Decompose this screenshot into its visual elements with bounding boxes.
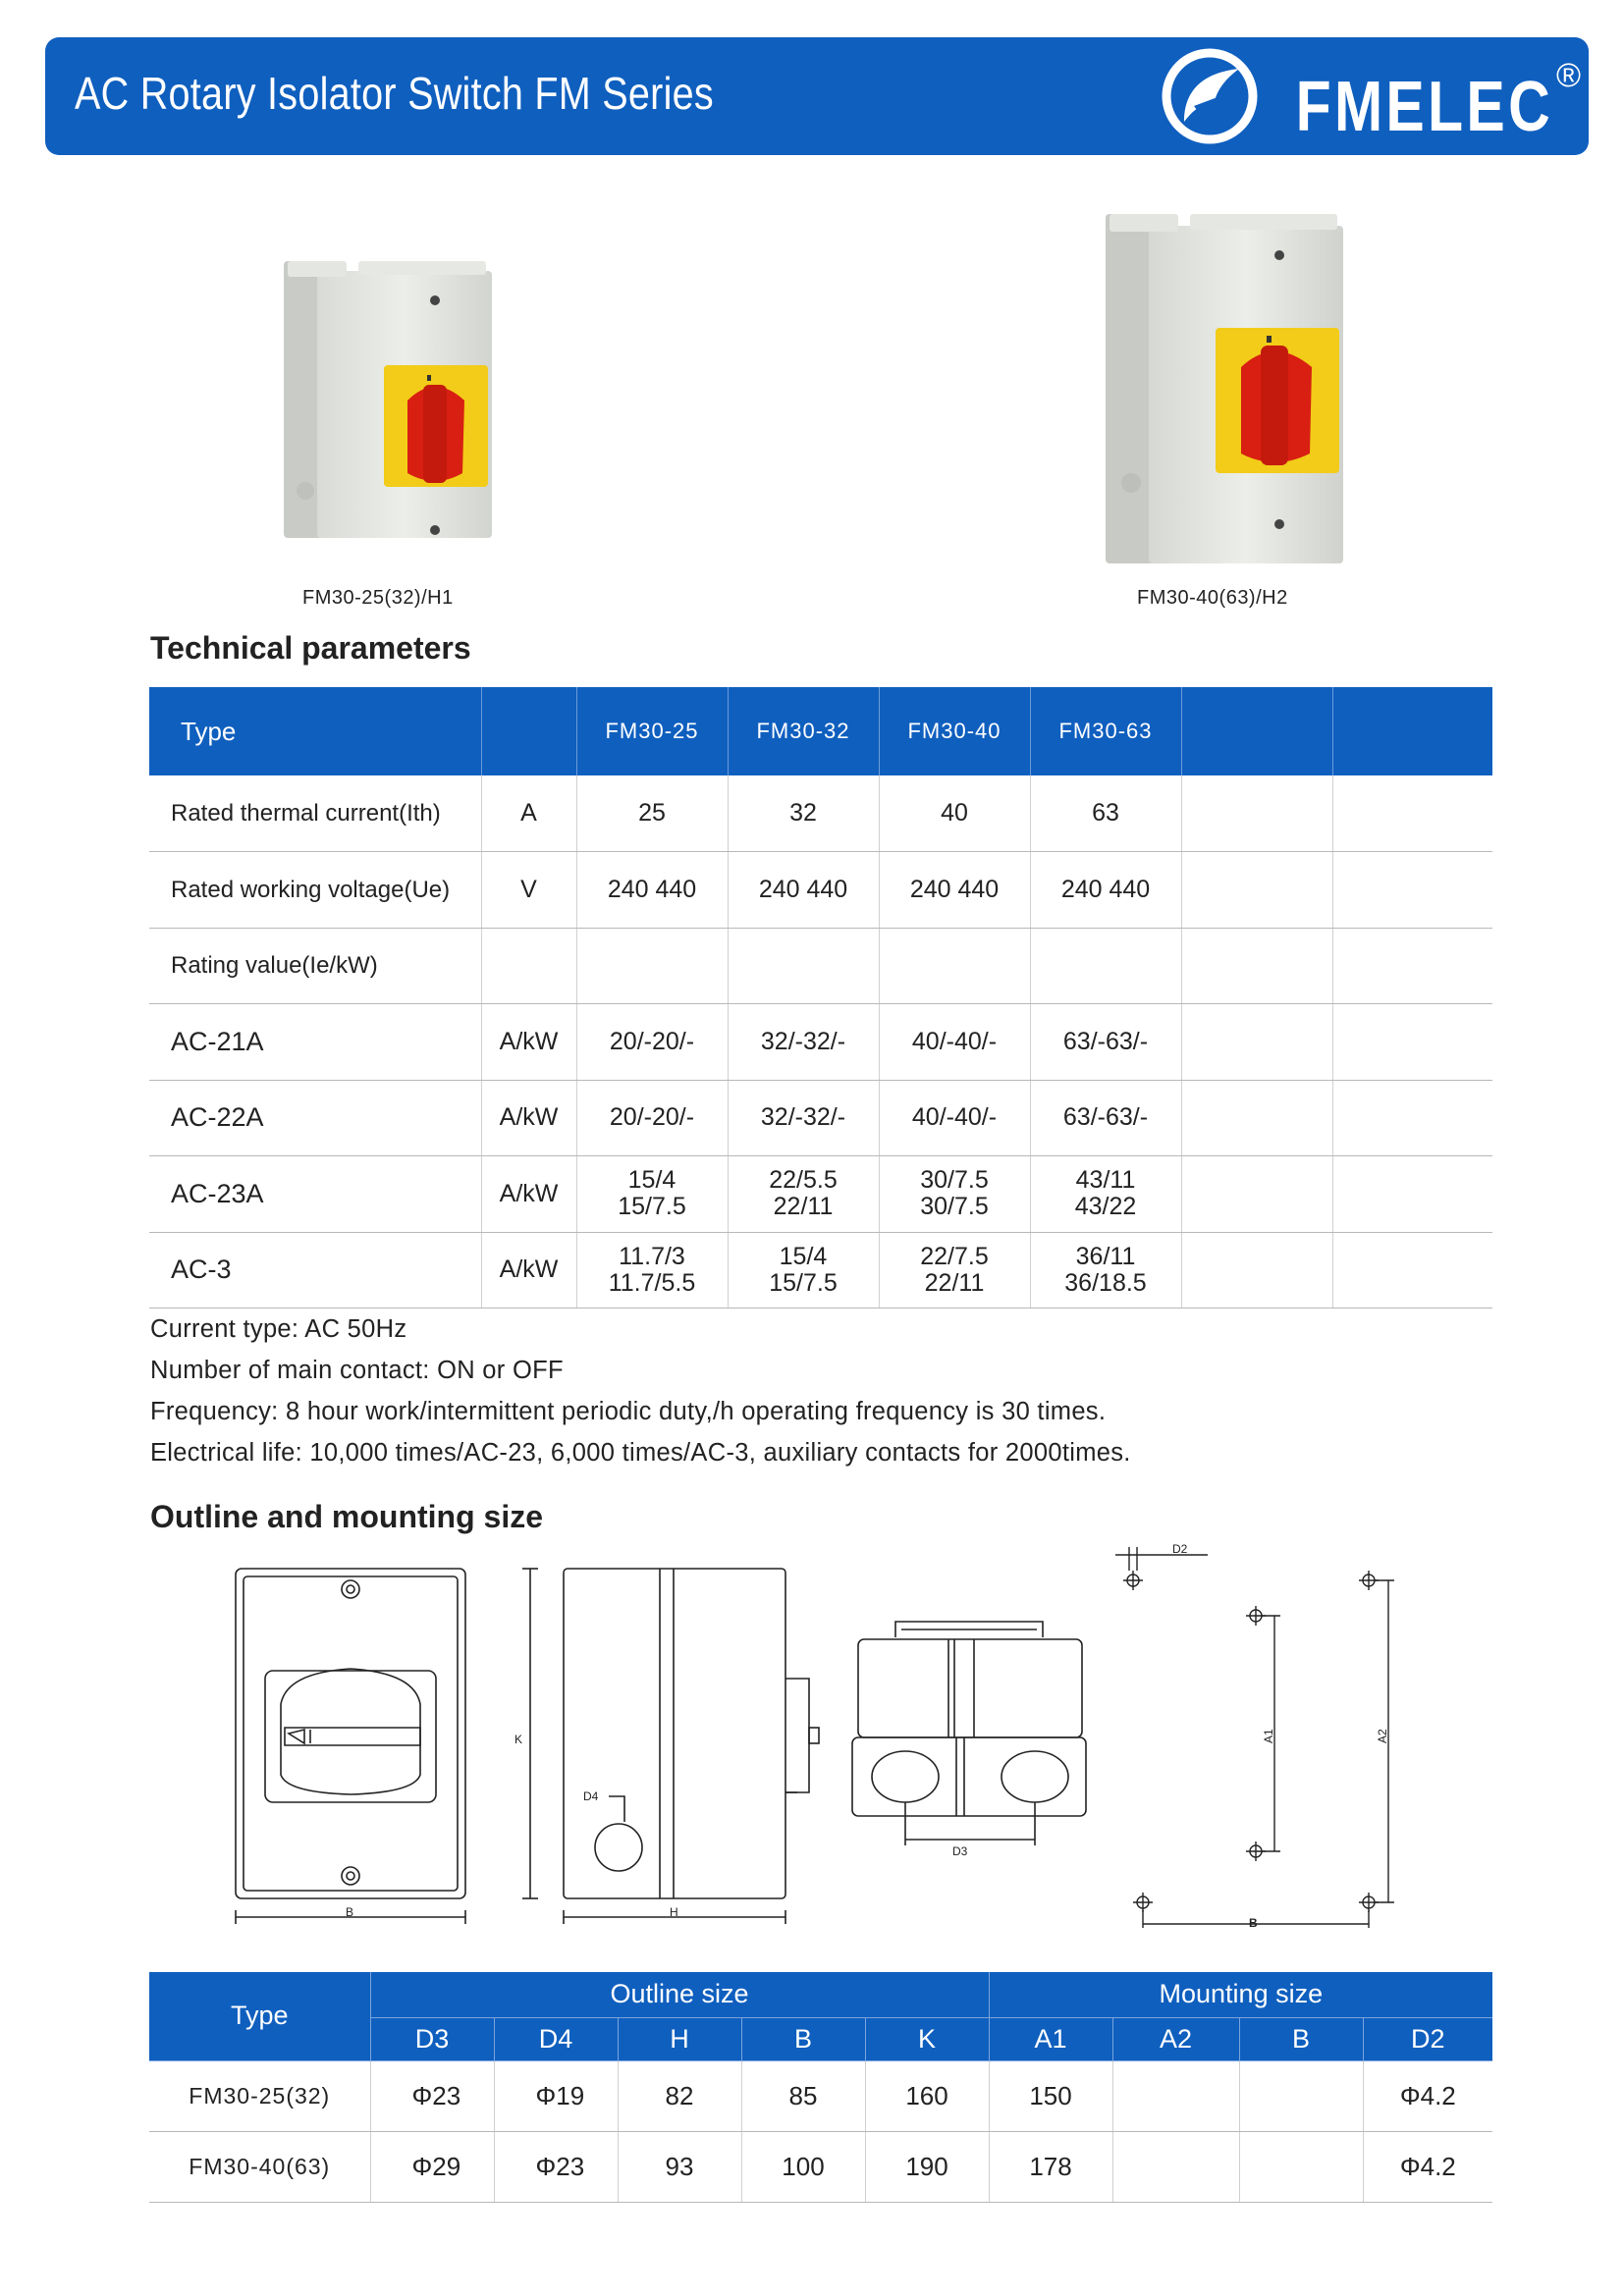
table-cell <box>1030 1156 1181 1233</box>
table-cell <box>1030 928 1181 1004</box>
table-cell <box>1181 852 1332 929</box>
table-cell: Φ4.2 <box>1363 2060 1492 2131</box>
table-cell <box>1332 1156 1492 1233</box>
cell-line: 36/11 <box>1075 1242 1136 1270</box>
column-header: B <box>741 2017 865 2060</box>
column-header-unit <box>481 687 576 775</box>
cell-line: 43/11 <box>1075 1166 1136 1195</box>
table-row <box>149 1156 1492 1233</box>
table-row <box>149 1232 1492 1308</box>
table-cell: 20/-20/- <box>576 1004 728 1081</box>
table-cell <box>576 928 728 1004</box>
product-caption-h2: FM30-40(63)/H2 <box>1137 587 1288 609</box>
cell-line: 36/18.5 <box>1064 1268 1147 1297</box>
table-cell <box>1332 1004 1492 1081</box>
table-cell: 85 <box>741 2060 865 2131</box>
table-cell: Φ23 <box>494 2131 618 2202</box>
table-cell <box>1332 928 1492 1004</box>
table-header-row <box>149 1972 1492 2017</box>
outline-size-table <box>149 1972 1492 2203</box>
table-cell <box>1181 1232 1332 1308</box>
table-cell <box>1181 1156 1332 1233</box>
table-cell <box>879 1232 1030 1308</box>
table-cell <box>728 1232 879 1308</box>
table-cell <box>576 1232 728 1308</box>
table-cell <box>576 1156 728 1233</box>
column-header-model: FM30-63 <box>1030 687 1181 775</box>
table-cell: Φ29 <box>370 2131 494 2202</box>
brand-name: FMELEC <box>1295 68 1553 146</box>
row-unit: A/kW <box>481 1156 576 1233</box>
table-cell: 25 <box>576 775 728 852</box>
table-cell <box>1332 775 1492 852</box>
table-cell: 150 <box>989 2060 1112 2131</box>
table-cell <box>728 1156 879 1233</box>
column-header: A2 <box>1112 2017 1239 2060</box>
row-label: Rated working voltage(Ue) <box>149 852 481 929</box>
technical-parameters-title: Technical parameters <box>150 630 471 666</box>
table-cell: 82 <box>618 2060 741 2131</box>
table-cell: 63/-63/- <box>1030 1004 1181 1081</box>
table-row <box>149 1080 1492 1156</box>
dim-label-b-mount: B <box>1249 1916 1258 1930</box>
product-photo-h1 <box>280 257 496 542</box>
dim-label-d4: D4 <box>583 1789 599 1803</box>
page-title: AC Rotary Isolator Switch FM Series <box>75 68 714 119</box>
column-header-type: Type <box>149 687 481 775</box>
cell-line: 11.7/5.5 <box>608 1268 696 1297</box>
cell-line: 43/22 <box>1074 1193 1137 1221</box>
table-cell: 240 440 <box>728 852 879 929</box>
row-label: AC-22A <box>149 1080 481 1156</box>
column-header: D4 <box>494 2017 618 2060</box>
table-cell <box>1181 1004 1332 1081</box>
registered-mark: ® <box>1555 57 1581 94</box>
row-unit: A/kW <box>481 1232 576 1308</box>
table-cell <box>879 1156 1030 1233</box>
table-row <box>149 2131 1492 2202</box>
dim-label-b: B <box>346 1905 354 1919</box>
row-unit <box>481 928 576 1004</box>
column-header: H <box>618 2017 741 2060</box>
dim-label-a2: A2 <box>1376 1729 1389 1743</box>
row-label: AC-23A <box>149 1156 481 1233</box>
column-header-empty <box>1332 687 1492 775</box>
cell-line: 30/7.5 <box>920 1166 989 1195</box>
row-label: Rated thermal current(Ith) <box>149 775 481 852</box>
table-cell: Φ4.2 <box>1363 2131 1492 2202</box>
table-cell <box>1030 1232 1181 1308</box>
dim-label-k: K <box>514 1733 523 1746</box>
column-header: B <box>1239 2017 1363 2060</box>
table-cell: 160 <box>865 2060 989 2131</box>
table-cell: 100 <box>741 2131 865 2202</box>
group-header-outline: Outline size <box>370 1972 989 2017</box>
row-label: FM30-40(63) <box>149 2131 370 2202</box>
table-row <box>149 775 1492 852</box>
column-header: D2 <box>1363 2017 1492 2060</box>
table-cell: 190 <box>865 2131 989 2202</box>
dim-label-d3: D3 <box>952 1844 968 1858</box>
header-banner <box>45 37 1589 155</box>
table-cell <box>1239 2060 1363 2131</box>
cell-line: 30/7.5 <box>920 1193 989 1221</box>
cell-line: 15/4 <box>779 1242 828 1270</box>
column-header: D3 <box>370 2017 494 2060</box>
cell-line: 11.7/3 <box>619 1242 685 1270</box>
table-cell: 32/-32/- <box>728 1004 879 1081</box>
cell-line: 22/7.5 <box>920 1242 989 1270</box>
bottom-view-drawing <box>846 1618 1096 1863</box>
table-row <box>149 1004 1492 1081</box>
note-main-contact: Number of main contact: ON or OFF <box>150 1357 564 1384</box>
table-header-row <box>149 687 1492 775</box>
row-unit: A/kW <box>481 1004 576 1081</box>
table-cell: 63/-63/- <box>1030 1080 1181 1156</box>
table-cell: 240 440 <box>879 852 1030 929</box>
table-cell: 40/-40/- <box>879 1004 1030 1081</box>
table-row <box>149 928 1492 1004</box>
table-cell: 40 <box>879 775 1030 852</box>
dim-label-d2: D2 <box>1172 1542 1188 1556</box>
cell-line: 15/7.5 <box>769 1268 838 1297</box>
column-header-model: FM30-40 <box>879 687 1030 775</box>
mounting-hole-diagram <box>1104 1537 1398 1930</box>
table-cell <box>1332 1080 1492 1156</box>
cell-line: 15/4 <box>627 1166 677 1195</box>
table-cell: Φ23 <box>370 2060 494 2131</box>
row-unit: V <box>481 852 576 929</box>
row-unit: A/kW <box>481 1080 576 1156</box>
column-header-model: FM30-25 <box>576 687 728 775</box>
side-view-drawing <box>503 1561 837 1934</box>
table-cell <box>1112 2131 1239 2202</box>
outline-title: Outline and mounting size <box>150 1499 543 1534</box>
note-electrical-life: Electrical life: 10,000 times/AC-23, 6,000 times/AC-3, auxiliary contacts for 2000times. <box>150 1439 1131 1467</box>
table-cell <box>1181 775 1332 852</box>
table-row <box>149 2060 1492 2131</box>
table-cell <box>1181 1080 1332 1156</box>
table-cell: 178 <box>989 2131 1112 2202</box>
table-cell <box>1112 2060 1239 2131</box>
row-unit: A <box>481 775 576 852</box>
row-label: AC-21A <box>149 1004 481 1081</box>
note-current-type: Current type: AC 50Hz <box>150 1315 407 1343</box>
table-cell: 32 <box>728 775 879 852</box>
table-cell: 63 <box>1030 775 1181 852</box>
product-photo-h2 <box>1098 208 1353 571</box>
table-cell <box>1332 1232 1492 1308</box>
table-cell: 20/-20/- <box>576 1080 728 1156</box>
row-label: AC-3 <box>149 1232 481 1308</box>
table-cell: 240 440 <box>576 852 728 929</box>
column-header-empty <box>1181 687 1332 775</box>
cell-line: 22/11 <box>773 1193 834 1221</box>
table-cell <box>1332 852 1492 929</box>
table-cell <box>1239 2131 1363 2202</box>
table-cell: 240 440 <box>1030 852 1181 929</box>
front-view-drawing <box>228 1561 473 1934</box>
product-caption-h1: FM30-25(32)/H1 <box>302 587 454 609</box>
cell-line: 22/11 <box>924 1268 985 1297</box>
group-header-mounting: Mounting size <box>989 1972 1492 2017</box>
table-cell: 32/-32/- <box>728 1080 879 1156</box>
table-cell <box>728 928 879 1004</box>
column-header: K <box>865 2017 989 2060</box>
table-cell: 40/-40/- <box>879 1080 1030 1156</box>
table-cell: Φ19 <box>494 2060 618 2131</box>
table-cell <box>1181 928 1332 1004</box>
dim-label-a1: A1 <box>1262 1729 1275 1743</box>
technical-parameters-table <box>149 687 1492 1308</box>
column-header: A1 <box>989 2017 1112 2060</box>
column-header-model: FM30-32 <box>728 687 879 775</box>
table-cell <box>879 928 1030 1004</box>
cell-line: 15/7.5 <box>618 1193 686 1221</box>
row-label: Rating value(Ie/kW) <box>149 928 481 1004</box>
row-label: FM30-25(32) <box>149 2060 370 2131</box>
column-header-type: Type <box>149 1972 370 2060</box>
table-row <box>149 852 1492 929</box>
fmelec-logo-icon <box>1155 45 1265 147</box>
note-frequency: Frequency: 8 hour work/intermittent periodic duty,/h operating frequency is 30 times. <box>150 1398 1107 1425</box>
dim-label-h: H <box>670 1905 678 1919</box>
cell-line: 22/5.5 <box>769 1166 838 1195</box>
table-cell: 93 <box>618 2131 741 2202</box>
